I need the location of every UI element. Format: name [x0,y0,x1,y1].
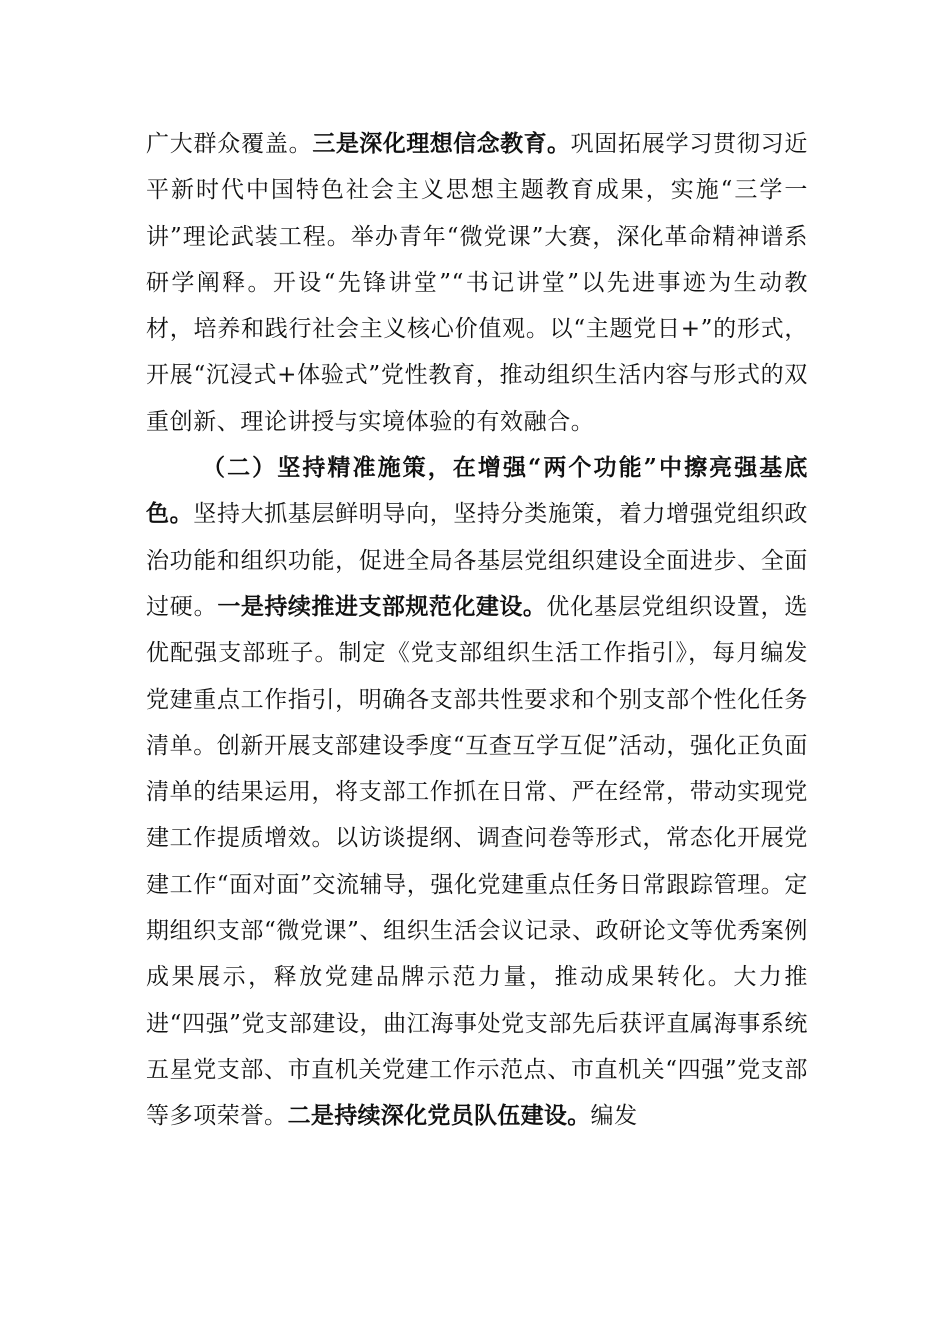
paragraph-2-text-2: 优化基层党组织设置，选优配强支部班子。制定《党支部组织生活工作指引》，每月编发党建重点工作指引，明确各支部共性要求和个别支部个性化任务清单。创新开展支部建设季度“互查互学互促”活动，强化正负面清单的结果运用，将支部工作抓在日常、严在经常，带动实现党建工作提质增效。以访谈提纲、调查问卷等形式，常态化开展党建工作“面对面”交流辅导，强化党建重点任务日常跟踪管理。定期组织支部“微党课”、组织生活会议记录、政研论文等优秀案例成果展示，释放党建品牌示范力量，推动成果转化。大力推进“四强”党支部建设，曲江海事处党支部先后获评直属海事系统五星党支部、市直机关党建工作示范点、市直机关“四强”党支部等多项荣誉。 [146,593,808,1130]
section-heading: （二）坚持精准施策，在增强“两个功能”中擦亮强基底色。 [146,454,808,528]
paragraph-2-bold-heading-2: 二是持续深化党员队伍建设。 [287,1103,591,1130]
paragraph-1-bold-heading: 三是深化理想信念教育。 [312,131,571,157]
paragraph-1 [146,121,808,445]
paragraph-2-text-1: 坚持大抓基层鲜明导向，坚持分类施策，着力增强党组织政治功能和组织功能，促进全局各基层党组织建设全面进步、全面过硬。 [146,501,808,620]
body-text [146,121,808,1140]
paragraph-1-text-1: 广大群众覆盖。 [146,131,313,157]
paragraph-2-bold-heading-1: 一是持续推进支部规范化建设。 [217,593,547,620]
paragraph-2 [146,445,808,1139]
paragraph-1-text-2: 巩固拓展学习贯彻习近平新时代中国特色社会主义思想主题教育成果，实施“三学一讲”理论武装工程。举办青年“微党课”大赛，深化革命精神谱系研学阐释。开设“先锋讲堂”“书记讲堂”以先进事迹为生动教材，培养和践行社会主义核心价值观。以“主题党日+”的形式，开展“沉浸式+体验式”党性教育，推动组织生活内容与形式的双重创新、理论讲授与实境体验的有效融合。 [146,131,809,435]
paragraph-2-text-3: 编发 [590,1103,638,1130]
